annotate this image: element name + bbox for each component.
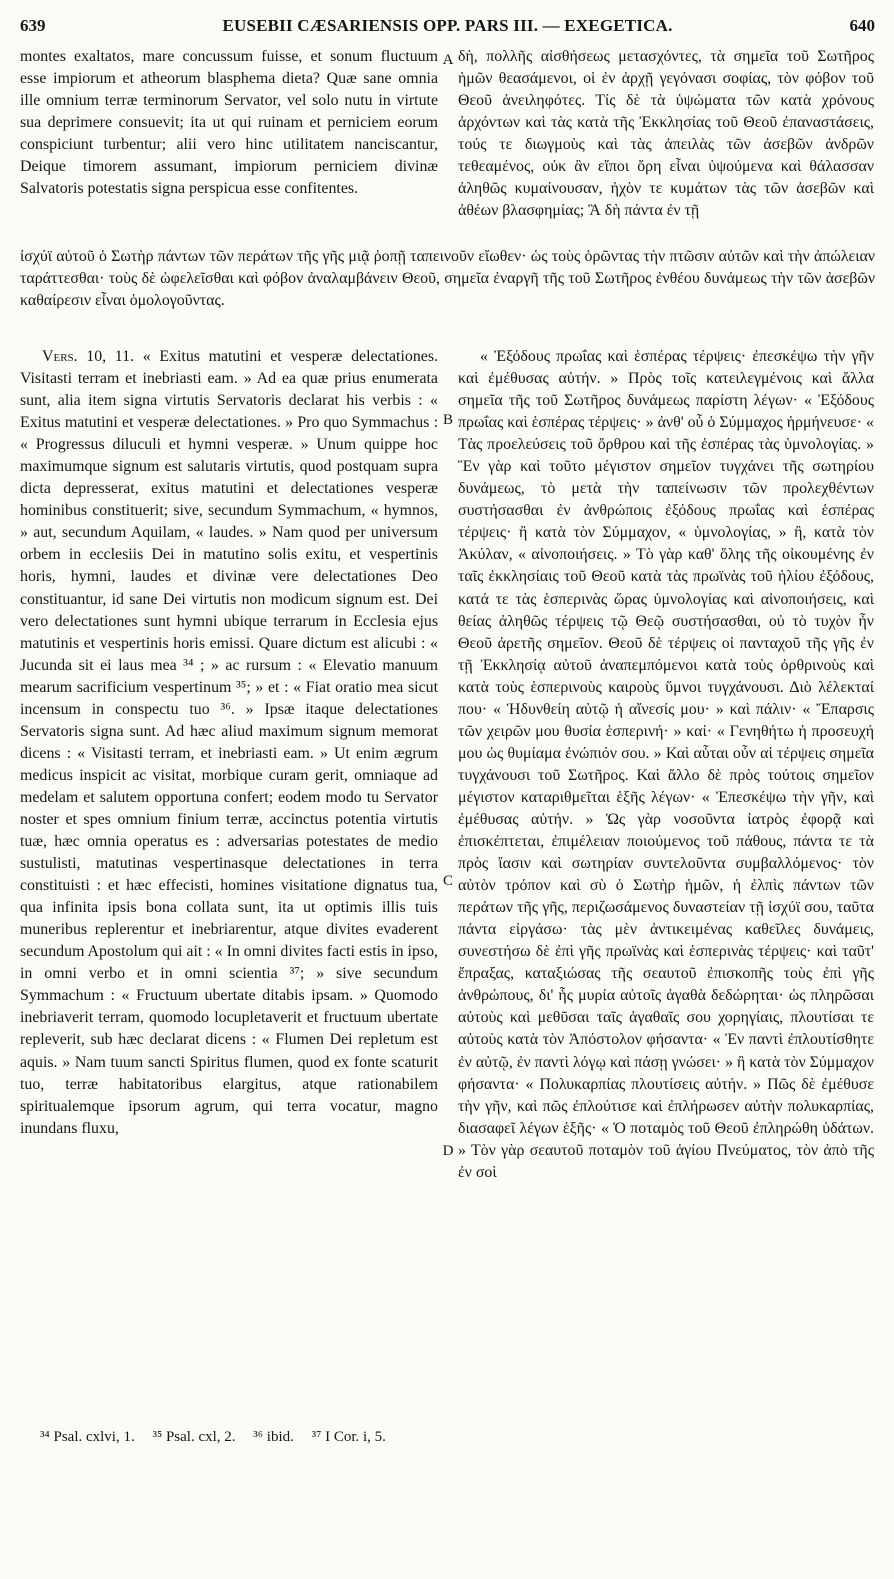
greek-column-main xyxy=(458,346,874,1406)
latin-paragraph-main xyxy=(20,346,438,1140)
greek-full-width-text xyxy=(20,246,875,312)
latin-column-main xyxy=(20,346,438,1406)
section-marker-b: B xyxy=(442,412,453,428)
greek-paragraph-top: δὴ, πολλῆς αἰσθήσεως μετασχόντες, τὰ σημεῖα τοῦ Σωτῆρος ἡμῶν θεασάμενοι, οἱ ἐν ἀρχῇ γεγόνασι σοφίας, τὸν φόβον τοῦ Θεοῦ ἀνειληφότες. Τίς δὲ τὰ ὑψώματα τῶν κατὰ χρόνους ἀρχόντων καὶ τὰς κατὰ τῆς Ἐκκλησίας τοῦ Θεοῦ ἐπαναστάσεις, τούς τε διωγμοὺς καὶ τὰς ἀπειλὰς τῶν ἀσεβῶν ἀνδρῶν τεθεαμένος, οὐκ ἂν εἴποι ὄρη εἶναι ὑψούμενα καὶ θάλασσαν ἀληθῶς κυμαίνουσαν, ἠχὸν τε κυμάτων τὰς τῶν ἀσεβῶν καὶ ἀθέων βλασφημίας; Ἃ δὴ πάντα ἐν τῇ xyxy=(458,48,874,220)
page-number-left: 639 xyxy=(20,16,46,35)
greek-full-width-paragraph: ἰσχύϊ αὐτοῦ ὁ Σωτὴρ πάντων τῶν περάτων τῆς γῆς μιᾷ ῥοπῇ ταπεινοῦν εἴωθεν· ὡς τοὺς ὁρῶντας τὴν πτῶσιν αὐτῶν καὶ τὴν ἀπώλειαν ταράττεσθαι· τοὺς δὲ ὠφελεῖσθαι καὶ φόβον ἀναλαμβάνειν Θεοῦ, σημεῖα ἐναργῆ τῆς τοῦ Σωτῆρος ἐνθέου δυνάμεως τὴν τῶν ἀσεβῶν καθαίρεσιν εἶναι ὁμολογοῦντας. xyxy=(20,248,875,310)
running-title: EUSEBII CÆSARIENSIS OPP. PARS III. — EXEGETICA. xyxy=(222,16,673,35)
footnotes xyxy=(40,1426,875,1448)
page-number-right: 640 xyxy=(849,16,875,35)
footnote-34: ³⁴ Psal. cxlvi, 1. xyxy=(40,1429,135,1445)
footnote-36: ³⁶ ibid. xyxy=(253,1429,294,1445)
verse-label: Vers. 10, 11. xyxy=(42,348,135,365)
page-header xyxy=(20,16,875,40)
greek-paragraph-main: « Ἐξόδους πρωΐας καὶ ἑσπέρας τέρψεις· ἐπεσκέψω τὴν γῆν καὶ ἐμέθυσας αὐτήν. » Πρὸς τοῖς κατειλεγμένοις καὶ ἄλλα σημεῖα τῆς τοῦ Σωτῆρος δυνάμεως παρίστη λέγων· « Ἐξόδους πρωΐας καὶ ἑσπέρας τέρψεις· » ἀνθ' οὗ ὁ Σύμμαχος ἡρμήνευσε· « Τὰς προελεύσεις τοῦ ὄρθρου καὶ τῆς ἑσπέρας τὰς ὑμνολογίας. » Ἓν γὰρ καὶ τοῦτο μέγιστον σημεῖον τυγχάνει τῆς σωτηρίου δυνάμεως, τὸ μετὰ τὴν ταπείνωσιν τῶν προλεχθέντων συστήσασθαι ἐν ἀνθρώποις ἐξόδους πρωΐας καὶ ἑσπέρας τέρψεις· ἢ κατὰ τὸν Σύμμαχον, « ὑμνολογίας, » ἢ, κατὰ τὸν Ἀκύλαν, « αἰνοποιήσεις. » Τὸ γὰρ καθ' ὅλης τῆς οἰκουμένης ἐν ταῖς ἐκκλησίαις τοῦ Θεοῦ κατὰ τὰς πρωϊνὰς τοῦ ἡλίου ἐξόδους, κατά τε τὰς ἑσπερινὰς ὥρας ὑμνολογίας καὶ αἰνοποιήσεις, καὶ θείας ἀληθῶς τέρψεις τῷ Θεῷ συστήσασθαι, οὐ τὸ τυχὸν ἦν Θεοῦ ἀρετῆς σημεῖον. Θεοῦ δὲ τέρψεις οἱ πανταχοῦ τῆς γῆς ἐν τῇ Ἐκκλησίᾳ αὐτοῦ ἀναπεμπόμενοι κατὰ τοὺς ὀρθρινοὺς καὶ κατὰ τοὺς ἑσπερινοὺς καιροὺς ὕμνοι τυγχάνουσι. Διὸ λέλεκταί που· « Ἡδυνθείη αὐτῷ ἡ αἴνεσίς μου· » καὶ πάλιν· « Ἔπαρσις τῶν χειρῶν μου θυσία ἑσπερινή· » καί· « Γενηθήτω ἡ προσευχή μου ὡς θυμίαμα ἐνώπιόν σου. » Καὶ αὗται οὖν αἱ τέρψεις σημεῖα τυγχάνουσι τοῦ Σωτῆρος. Καὶ ἄλλο δὲ πρὸς τούτοις σημεῖον μέγιστον καταριθμεῖται ἑξῆς λέγων· « Ἐπεσκέψω τὴν γῆν, καὶ ἐμέθυσας αὐτήν. » Ὡς γὰρ νοσοῦντα ἰατρὸς ἐφορᾷ καὶ ἐπισκέπτεται, ἐπιμέλειαν ποιούμενος τοῦ πάθους, πάντα τε τὰ πρὸς ἴασιν καὶ σωτηρίαν συντελοῦντα συμβαλλόμενος· τὸν αὐτὸν τρόπον καὶ σὺ ὁ Σωτὴρ ἡμῶν, ἡ ἐλπὶς πάντων τῶν περάτων τῆς γῆς, περιζωσάμενος δυναστείαν τῇ ἰσχύϊ σου, ταῦτα πάντα εἰργάσω· τὰς μὲν ἀντικειμένας καθεῖλες δυνάμεις, συνεστήσω δὲ ἐπὶ γῆς πρωϊνὰς καὶ ἑσπερινὰς τέρψεις· καὶ ταῦτ' ἔπραξας, καταξιώσας τῆς σεαυτοῦ ἐπισκοπῆς τοὺς ἐπὶ γῆς ἀνθρώπους, δι' ἧς μυρία αὐτοῖς ἀγαθὰ δεδώρηται· ὡς πληρῶσαι αὐτοὺς καὶ μεθῦσαι ταῖς ἀγαθαῖς σου χορηγίαις, πλουτίσαι τε αὐτοὺς κατὰ τὸν Ἀπόστολον φήσαντα· « Ἐν παντὶ ἐπλουτίσθητε ἐν αὐτῷ, ἐν παντὶ λόγῳ καὶ πάσῃ γνώσει· » ἢ κατὰ τὸν Σύμμαχον φήσαντα· « Πολυκαρπίας πλουτίσεις αὐτήν. » Πῶς δὲ ἐμέθυσε τὴν γῆν, καὶ πῶς ἐπλούτισε καὶ ἐπλήρωσεν αὐτὴν πολυκαρπίας, διασαφεῖ λέγων ἑξῆς· « Ὁ ποταμὸς τοῦ Θεοῦ ἐπληρώθη ὑδάτων. » Τὸν γὰρ σεαυτοῦ ποταμὸν τοῦ ἁγίου Πνεύματος, τὸν ἀπὸ τῆς ἐν σοὶ xyxy=(458,348,874,1181)
latin-paragraph-top: montes exaltatos, mare concussum fuisse, et sonum fluctuum esse impiorum et atheorum blasphema dieta? Quæ sane omnia ille omnium terræ terminorum Servator, vel solo nutu in virtute sua deprimere consuevit; ita ut qui ruinam et perniciem eorum conspiciunt turbentur; alii vero hinc utilitatem nanciscantur, Deique timorem assumant, impiorum perniciem divinæ Salvatoris potestatis signa perspicua esse confitentes. xyxy=(20,48,438,198)
section-marker-c: C xyxy=(442,873,453,889)
section-marker-a: A xyxy=(442,52,454,68)
footnote-35: ³⁵ Psal. cxl, 2. xyxy=(152,1429,236,1445)
latin-column-top xyxy=(20,46,438,200)
section-marker-d: D xyxy=(442,1143,454,1159)
greek-column-top xyxy=(458,46,874,222)
footnote-37: ³⁷ I Cor. i, 5. xyxy=(311,1429,386,1445)
latin-main-text: « Exitus matutini et vesperæ delectationes. Visitasti terram et inebriasti eam. » Ad ea quæ prius enumerata sunt, alia item signa virtutis Servatoris declarat his verbis : « Exitus matutini et vesperæ delectationes. » Pro quo Symmachus : « Progressus diluculi et hymni vesperæ. » Unum quippe hoc maximumque signum est salutaris virtutis, quod postquam supra dicta depresserat, exitus matutini et delectationes vesperæ hominibus constituerit; sive, secundum Symmachum, « hymnos, » aut, secundum Aquilam, « laudes. » Nam quod per universum orbem in ecclesiis Dei in matutino solis exitu, et vespertinis horis, hymni, laudes et divinæ vere delectationes Deo constituantur, id sane Dei virtutis non modicum signum est. Dei vero delectationes sunt hymni ubique terrarum in Ecclesia ejus matutinis et vespertinis horis emissi. Quare dictum est alicubi : « Jucunda sit ei laus mea ³⁴ ; » ac rursum : « Elevatio manuum mearum sacrificium vespertinum ³⁵; » et : « Fiat oratio mea sicut incensum in conspectu tuo ³⁶. » Ipsæ itaque delectationes Servatoris signa sunt. Ad hæc aliud maximum signum memorat dicens : « Visitasti terram, et inebriasti eam. » Ut enim ægrum medicus inspicit ac visitat, morbique curam gerit, omniaque ad medelam et salutem opportuna confert; eodem modo tu Servator noster et spes omnium finium terræ, accinctus potentia virtutis tuæ, hæc omnia operatus es : adversarias potestates de medio sustulisti, matutinas vespertinasque delectationes in terra constituisti : et hæc effecisti, homines visitatione dignatus tua, qua infinita ipsis bona collata sunt, ita ut optimis illis tuis muneribus replerentur et inebriarentur, atque divites evaderent secundum Apostolum qui ait : « In omni divites facti estis in ipso, in omni verbo et in omni scientia ³⁷; » sive secundum Symmachum : « Fructuum ubertate ditabis ipsam. » Quomodo inebriaverit terram, quomodo locupletaverit et fructuum ubertate repleverit, sub hæc declarat dicens : « Flumen Dei repletum est aquis. » Nam tuum sancti Spiritus flumen, quod ex fonte scaturit tuo, terræ habitatoribus elargitus, atque rationabilem spiritualemque ipsorum agrum, qui terra vocatur, magno inundans fluxu, xyxy=(20,348,438,1137)
